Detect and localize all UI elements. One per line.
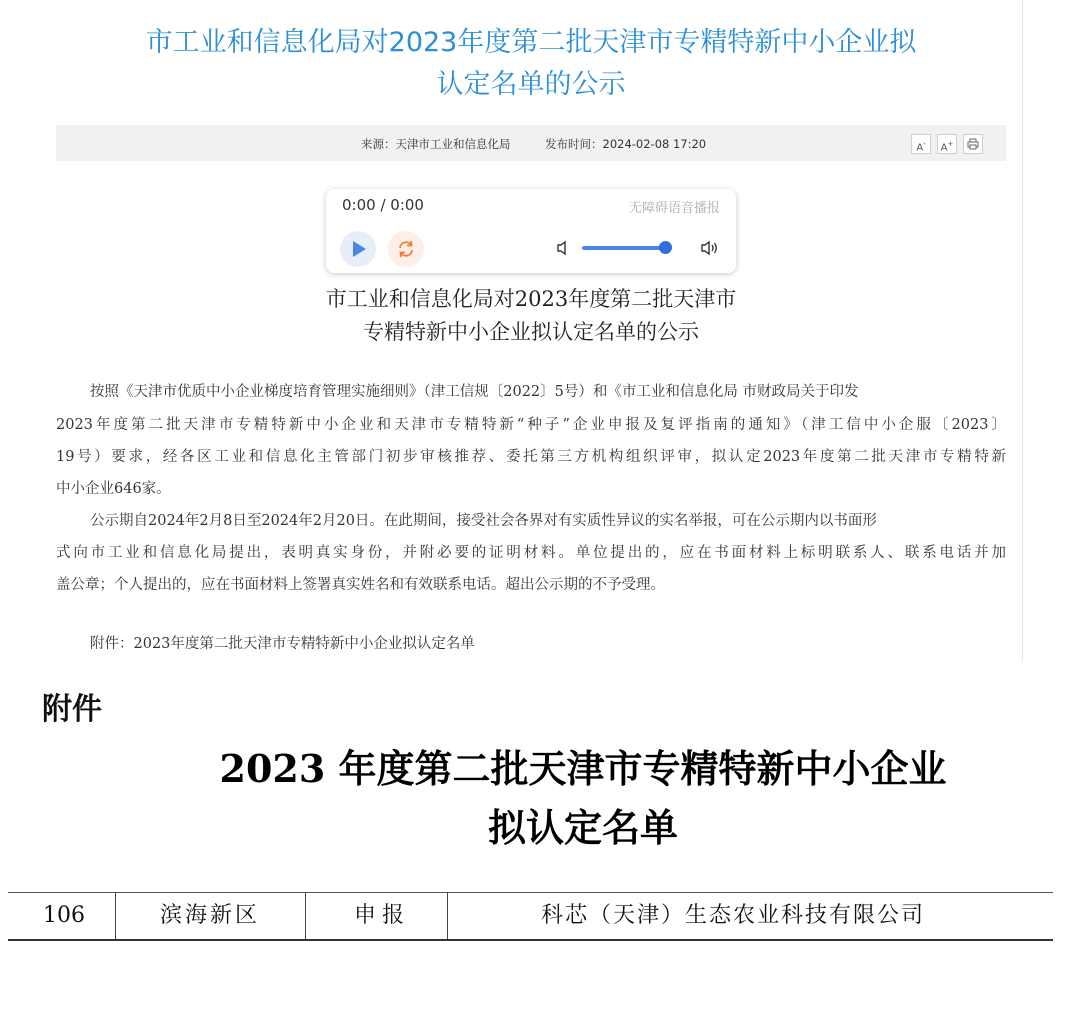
play-button[interactable] (340, 231, 376, 267)
print-button[interactable] (963, 134, 983, 154)
article-title (0, 22, 1062, 106)
volume-slider-handle[interactable] (659, 241, 672, 254)
p1-line2: 2023年度第二批天津市专精特新中小企业和天津市专精特新“种子”企业申报及复评指南的通知》（津工信中小企服〔2023〕 (56, 417, 1006, 433)
p2-line3: 盖公章；个人提出的，应在书面材料上签署真实姓名和有效联系电话。超出公示期的不予受理。 (56, 577, 665, 593)
volume-down-icon[interactable] (556, 240, 570, 256)
font-smaller-sup: - (923, 140, 926, 148)
notice-heading-line2: 专精特新中小企业拟认定名单的公示 (363, 320, 699, 344)
row-company: 科芯（天津）生态农业科技有限公司 (541, 903, 926, 928)
font-smaller-button[interactable] (911, 134, 931, 154)
row-number: 106 (43, 903, 85, 928)
player-time: 0:00 / 0:00 (342, 196, 424, 214)
font-larger-label: A (940, 142, 948, 154)
notice-heading (0, 283, 1062, 349)
column-divider (305, 893, 306, 939)
volume-slider-track[interactable] (582, 246, 667, 250)
source-text: 来源：天津市工业和信息化局 (361, 137, 511, 151)
print-icon (967, 138, 979, 150)
play-icon (351, 240, 367, 258)
document-attach-label: 附件 (42, 692, 102, 727)
column-divider (115, 893, 116, 939)
article-meta-bar (56, 125, 1006, 161)
row-district: 滨海新区 (160, 903, 261, 928)
column-divider (447, 893, 448, 939)
font-larger-sup: + (947, 140, 954, 148)
document-title-line2: 拟认定名单 (487, 805, 678, 850)
font-larger-button[interactable] (937, 134, 957, 154)
notice-heading-line1: 市工业和信息化局对2023年度第二批天津市 (325, 287, 737, 311)
p1-line3: 19号）要求，经各区工业和信息化主管部门初步审核推荐、委托第三方机构组织评审，拟认定2023年度第二批天津市专精特新 (56, 449, 1006, 465)
font-smaller-label: A (916, 142, 924, 154)
audio-player (326, 189, 736, 273)
p2-line2: 式向市工业和信息化局提出，表明真实身份，并附必要的证明材料。单位提出的，应在书面材料上标明联系人、联系电话并加 (56, 545, 1006, 561)
row-type: 申报 (354, 903, 411, 928)
article-title-line1: 市工业和信息化局对2023年度第二批天津市专精特新中小企业拟 (145, 27, 917, 58)
p1-line1: 按照《天津市优质中小企业梯度培育管理实施细则》（津工信规〔2022〕5号）和《市工业和信息化局 市财政局关于印发 (90, 384, 859, 400)
accessibility-audio-label[interactable]: 无障碍语音播报 (628, 201, 720, 216)
p2-line1: 公示期自2024年2月8日至2024年2月20日。在此期间，接受社会各界对有实质性异议的实名举报，可在公示期内以书面形 (90, 513, 877, 529)
article-title-line2: 认定名单的公示 (436, 69, 626, 100)
loop-button[interactable] (388, 231, 424, 267)
publish-time: 发布时间：2024-02-08 17:20 (545, 137, 707, 151)
document-title-line1: 2023 年度第二批天津市专精特新中小企业 (219, 746, 947, 791)
volume-up-icon[interactable] (700, 239, 720, 257)
attachment-link[interactable]: 附件：2023年度第二批天津市专精特新中小企业拟认定名单 (90, 636, 475, 652)
p1-line4: 中小企业646家。 (56, 481, 171, 497)
loop-icon (396, 239, 416, 259)
list-table-row (8, 892, 1053, 941)
